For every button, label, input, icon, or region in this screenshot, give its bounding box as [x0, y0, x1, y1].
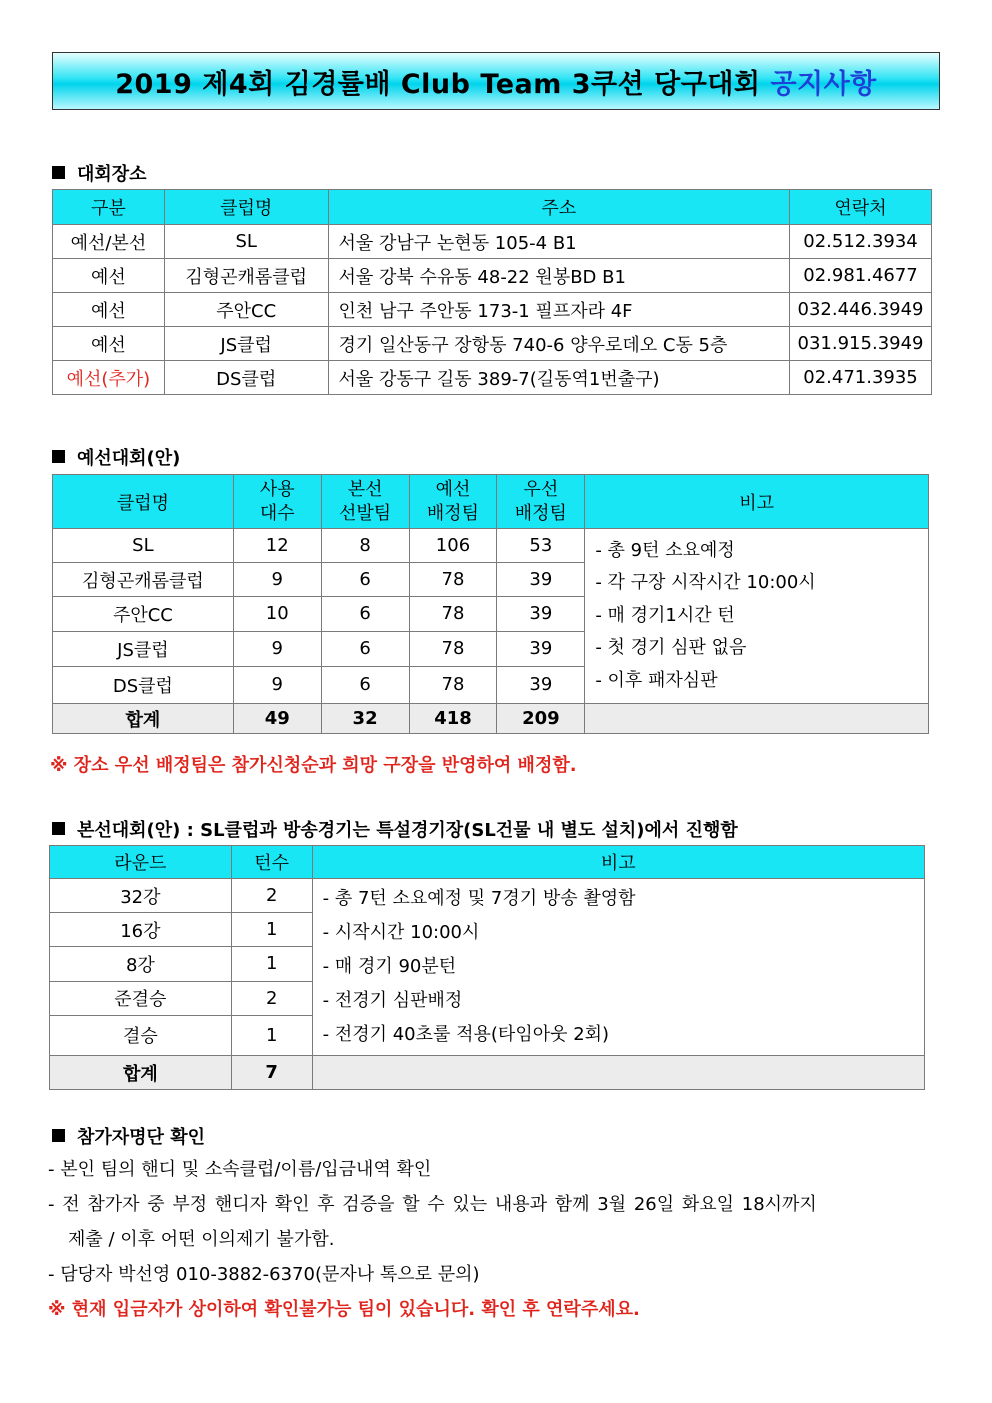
turns-cell: 1: [231, 1015, 312, 1055]
venue-address: 경기 일산동구 장항동 740-6 양우로데오 C동 5층: [328, 327, 790, 361]
turns-cell: 1: [231, 913, 312, 947]
venue-phone: 031.915.3949: [790, 327, 932, 361]
col-header: 클럽명: [164, 190, 328, 225]
table-row: [53, 293, 932, 327]
square-bullet-icon: [52, 1129, 65, 1142]
table-header-row: [50, 846, 925, 879]
total-row: [50, 1056, 925, 1090]
col-header: 턴수: [231, 846, 312, 879]
venue-address: 서울 강남구 논현동 105-4 B1: [328, 225, 790, 259]
total-row: [53, 704, 929, 734]
venue-address: 인천 남구 주안동 173-1 필프자라 4F: [328, 293, 790, 327]
use-cell: 9: [233, 666, 321, 703]
total-label: 합계: [53, 704, 234, 734]
venue-address: 서울 강북 수유동 48-22 원봉BD B1: [328, 259, 790, 293]
club-cell: 주안CC: [53, 597, 234, 631]
main-cell: 6: [321, 666, 409, 703]
title-main: 2019 제4회 김경률배 Club Team 3쿠션 당구대회: [115, 68, 761, 100]
total-main: 32: [321, 704, 409, 734]
priority-cell: 39: [497, 563, 585, 597]
table-row: [53, 361, 932, 395]
venue-phone: 02.471.3935: [790, 361, 932, 395]
note-line: - 전경기 심판배정: [322, 990, 463, 1011]
main-cell: 6: [321, 563, 409, 597]
main-cell: 6: [321, 631, 409, 666]
club-cell: JS클럽: [53, 631, 234, 666]
venue-table: [52, 189, 932, 395]
col-header: 구분: [53, 190, 165, 225]
prelim-warning: ※ 장소 우선 배정팀은 참가신청순과 희망 구장을 반영하여 배정함.: [50, 755, 577, 776]
col-header-club: 클럽명: [53, 475, 234, 529]
venue-phone: 02.981.4677: [790, 259, 932, 293]
note-line: - 시작시간 10:00시: [322, 922, 480, 943]
participant-line: 제출 / 이후 어떤 이의제기 불가함.: [68, 1229, 335, 1250]
turns-cell: 1: [231, 947, 312, 981]
table-header-row: [53, 190, 932, 225]
square-bullet-icon: [52, 822, 65, 835]
assign-cell: 78: [409, 597, 497, 631]
participant-line: - 전 참가자 중 부정 핸디자 확인 후 검증을 할 수 있는 내용과 함께 3월 26일 화요일 18시까지: [48, 1194, 817, 1215]
priority-cell: 39: [497, 631, 585, 666]
use-cell: 12: [233, 529, 321, 563]
venue-type: 예선/본선: [53, 225, 165, 259]
venue-club: 김형곤캐롬클럽: [164, 259, 328, 293]
col-header-note: 비고: [585, 475, 929, 529]
venue-club: DS클럽: [164, 361, 328, 395]
round-cell: 결승: [50, 1015, 232, 1055]
note-line: - 첫 경기 심판 없음: [595, 637, 747, 659]
venue-phone: 032.446.3949: [790, 293, 932, 327]
venue-type: 예선: [53, 327, 165, 361]
col-header: 라운드: [50, 846, 232, 879]
venue-club: SL: [164, 225, 328, 259]
venue-club: 주안CC: [164, 293, 328, 327]
total-turns: 7: [231, 1056, 312, 1090]
final-heading: 본선대회(안) : SL클럽과 방송경기는 특설경기장(SL건물 내 별도 설치)에서 진행함: [52, 816, 738, 842]
venue-address: 서울 강동구 길동 389-7(길동역1번출구): [328, 361, 790, 395]
use-cell: 9: [233, 631, 321, 666]
use-cell: 10: [233, 597, 321, 631]
venue-club: JS클럽: [164, 327, 328, 361]
priority-cell: 53: [497, 529, 585, 563]
priority-cell: 39: [497, 666, 585, 703]
col-header: 연락처: [790, 190, 932, 225]
final-table: [49, 845, 925, 1090]
total-use: 49: [233, 704, 321, 734]
round-cell: 32강: [50, 879, 232, 913]
club-cell: DS클럽: [53, 666, 234, 703]
prelim-heading: 예선대회(안): [52, 444, 180, 470]
total-note-empty: [312, 1056, 924, 1090]
use-cell: 9: [233, 563, 321, 597]
venue-phone: 02.512.3934: [790, 225, 932, 259]
assign-cell: 106: [409, 529, 497, 563]
table-header-row: [53, 475, 929, 529]
title-highlight: 공지사항: [770, 68, 877, 100]
participants-heading: 참가자명단 확인: [52, 1123, 205, 1149]
note-line: - 이후 패자심판: [595, 669, 718, 691]
turns-cell: 2: [231, 981, 312, 1015]
table-row: [53, 529, 929, 563]
round-cell: 16강: [50, 913, 232, 947]
prelim-table: [52, 474, 929, 734]
square-bullet-icon: [52, 450, 65, 463]
col-header: 비고: [312, 846, 924, 879]
col-header-main: 본선 선발팀: [321, 475, 409, 529]
table-row: [50, 879, 925, 913]
turns-cell: 2: [231, 879, 312, 913]
total-priority: 209: [497, 704, 585, 734]
participants-warning: ※ 현재 입금자가 상이하여 확인불가능 팀이 있습니다. 확인 후 연락주세요.: [48, 1299, 640, 1320]
square-bullet-icon: [52, 166, 65, 179]
assign-cell: 78: [409, 563, 497, 597]
col-header-assign: 예선 배정팀: [409, 475, 497, 529]
table-row: [53, 225, 932, 259]
main-cell: 6: [321, 597, 409, 631]
total-label: 합계: [50, 1056, 232, 1090]
participant-line: - 담당자 박선영 010-3882-6370(문자나 톡으로 문의): [48, 1264, 480, 1285]
note-line: - 총 7턴 소요예정 및 7경기 방송 촬영함: [322, 888, 636, 909]
note-line: - 매 경기 90분턴: [322, 956, 457, 977]
col-header-priority: 우선 배정팀: [497, 475, 585, 529]
col-header: 주소: [328, 190, 790, 225]
table-row: [53, 259, 932, 293]
assign-cell: 78: [409, 631, 497, 666]
venue-type-added: 예선(추가): [53, 361, 165, 395]
assign-cell: 78: [409, 666, 497, 703]
note-line: - 각 구장 시작시간 10:00시: [595, 572, 816, 594]
table-row: [53, 327, 932, 361]
document-title: [52, 52, 940, 110]
venue-heading: 대회장소: [52, 160, 147, 186]
col-header-use: 사용 대수: [233, 475, 321, 529]
round-cell: 8강: [50, 947, 232, 981]
venue-type: 예선: [53, 293, 165, 327]
note-line: - 총 9턴 소요예정: [595, 540, 735, 561]
final-notes: [312, 879, 924, 1056]
venue-type: 예선: [53, 259, 165, 293]
round-cell: 준결승: [50, 981, 232, 1015]
total-assign: 418: [409, 704, 497, 734]
note-line: - 매 경기1시간 턴: [595, 604, 735, 626]
club-cell: 김형곤캐롬클럽: [53, 563, 234, 597]
club-cell: SL: [53, 529, 234, 563]
prelim-notes: [585, 529, 929, 704]
main-cell: 8: [321, 529, 409, 563]
note-line: - 전경기 40초룰 적용(타임아웃 2회): [322, 1024, 610, 1045]
participant-line: - 본인 팀의 핸디 및 소속클럽/이름/입금내역 확인: [48, 1159, 432, 1180]
priority-cell: 39: [497, 597, 585, 631]
total-note-empty: [585, 704, 929, 734]
